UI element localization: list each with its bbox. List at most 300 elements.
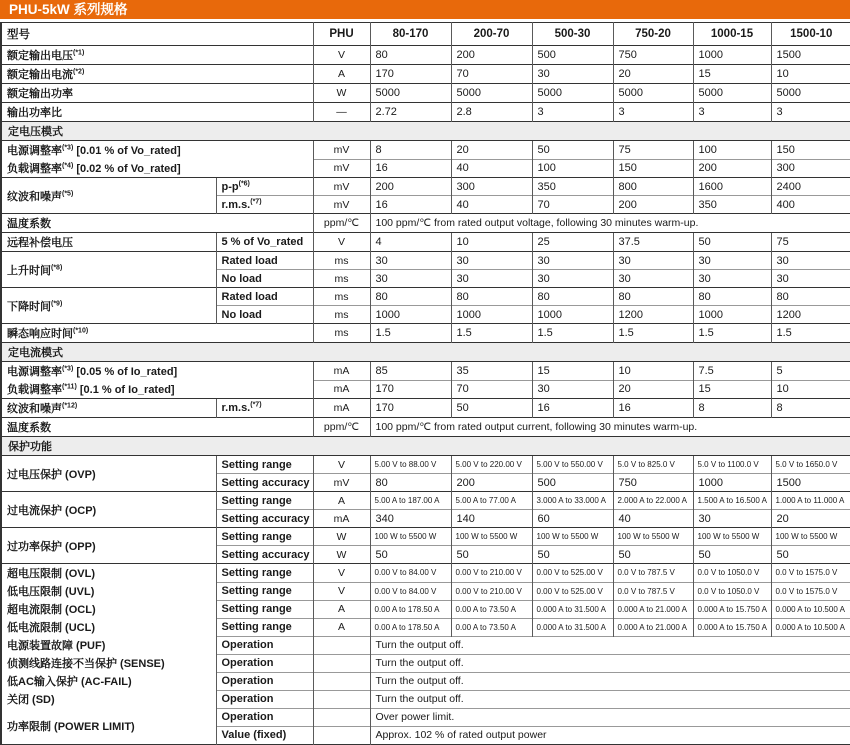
spec-value: 5000 (613, 84, 693, 103)
spec-value: 2400 (771, 178, 850, 196)
spec-value: 0.000 A to 31.500 A (532, 618, 613, 636)
spec-unit: ppm/℃ (313, 214, 370, 233)
spec-value: 8 (771, 399, 850, 418)
spec-unit (313, 672, 370, 690)
spec-label: 温度系数 (1, 214, 313, 233)
spec-value: 40 (451, 196, 532, 214)
spec-sublabel: Setting range (216, 618, 313, 636)
spec-row (1, 492, 850, 510)
spec-value: 100 W to 5500 W (613, 528, 693, 546)
spec-value: 30 (693, 270, 771, 288)
spec-value: 30 (613, 252, 693, 270)
spec-unit: ms (313, 324, 370, 343)
spec-sublabel: Rated load (216, 252, 313, 270)
spec-unit: W (313, 546, 370, 564)
spec-sublabel: No load (216, 270, 313, 288)
spec-value: 20 (451, 141, 532, 160)
spec-value: 0.0 V to 787.5 V (613, 582, 693, 600)
spec-unit: A (313, 492, 370, 510)
spec-span-value: Turn the output off. (370, 654, 850, 672)
spec-label: 温度系数 (1, 418, 313, 437)
spec-row (1, 636, 850, 654)
spec-value: 2.72 (370, 103, 451, 122)
spec-value: 4 (370, 233, 451, 252)
spec-value: 37.5 (613, 233, 693, 252)
spec-value: 80 (532, 288, 613, 306)
spec-row (1, 456, 850, 474)
spec-value: 200 (693, 159, 771, 178)
spec-row (1, 141, 850, 160)
spec-value: 70 (451, 380, 532, 399)
spec-sublabel: Setting range (216, 600, 313, 618)
spec-label: 额定输出功率 (1, 84, 313, 103)
spec-value: 5000 (451, 84, 532, 103)
spec-value: 50 (451, 546, 532, 564)
spec-value: 1.5 (532, 324, 613, 343)
spec-label: 侦测线路连接不当保护 (SENSE) (7, 658, 165, 670)
spec-row (1, 233, 850, 252)
spec-label: 下降时间$^{(*9)}$ (1, 288, 216, 324)
spec-unit: W (313, 84, 370, 103)
spec-value: 30 (370, 270, 451, 288)
section-header: 保护功能 (1, 437, 850, 456)
spec-value: 3 (532, 103, 613, 122)
spec-value: 5.00 V to 220.00 V (451, 456, 532, 474)
spec-unit: ms (313, 270, 370, 288)
spec-value: 3 (613, 103, 693, 122)
spec-unit (313, 690, 370, 708)
spec-row (1, 380, 850, 399)
section-row (1, 437, 850, 456)
spec-value: 100 W to 5500 W (693, 528, 771, 546)
spec-sublabel: r.m.s.$^{(*7)}$ (216, 196, 313, 214)
spec-value: 100 (693, 141, 771, 160)
spec-row (1, 582, 850, 600)
spec-value: 5000 (771, 84, 850, 103)
spec-value: 5000 (370, 84, 451, 103)
spec-value: 1.5 (370, 324, 451, 343)
spec-value: 1.500 A to 16.500 A (693, 492, 771, 510)
spec-value: 3.000 A to 33.000 A (532, 492, 613, 510)
spec-sublabel: Operation (216, 636, 313, 654)
spec-unit: A (313, 618, 370, 636)
spec-value: 0.0 V to 1050.0 V (693, 582, 771, 600)
spec-unit: V (313, 233, 370, 252)
spec-value: 350 (532, 178, 613, 196)
spec-unit: mV (313, 474, 370, 492)
spec-sublabel: Operation (216, 690, 313, 708)
spec-label: 瞬态响应时间$^{(*10)}$ (1, 324, 313, 343)
spec-value: 30 (613, 270, 693, 288)
spec-value: 0.0 V to 787.5 V (613, 564, 693, 583)
spec-row (1, 178, 850, 196)
spec-value: 7.5 (693, 362, 771, 381)
spec-value: 2.8 (451, 103, 532, 122)
spec-value: 30 (693, 510, 771, 528)
spec-value: 750 (613, 46, 693, 65)
spec-label: 负载调整率$^{(*4)}$ [0.02 % of Vo_rated] (7, 162, 181, 175)
spec-sublabel: p-p$^{(*6)}$ (216, 178, 313, 196)
spec-value: 140 (451, 510, 532, 528)
spec-label: 额定输出电流$^{(*2)}$ (1, 65, 313, 84)
spec-value: 50 (613, 546, 693, 564)
spec-value: 100 W to 5500 W (532, 528, 613, 546)
spec-value: 70 (532, 196, 613, 214)
spec-value: 0.00 V to 210.00 V (451, 564, 532, 583)
section-row (1, 122, 850, 141)
spec-label: 关闭 (SD) (7, 694, 55, 706)
spec-row (1, 214, 850, 233)
spec-value: 100 (532, 159, 613, 178)
spec-sublabel: Setting range (216, 564, 313, 583)
spec-value: 5 (771, 362, 850, 381)
spec-label: 超电流限制 (OCL) (7, 604, 96, 616)
spec-value: 80 (370, 474, 451, 492)
spec-value: 50 (693, 546, 771, 564)
spec-unit (313, 726, 370, 744)
spec-value: 0.0 V to 1575.0 V (771, 564, 850, 583)
spec-value: 300 (451, 178, 532, 196)
spec-value: 80 (693, 288, 771, 306)
model-header-1500-10: 1500-10 (771, 23, 850, 46)
spec-label: 额定输出电压$^{(*1)}$ (1, 46, 313, 65)
spec-value: 50 (370, 546, 451, 564)
spec-value: 0.00 A to 73.50 A (451, 618, 532, 636)
spec-value: 30 (451, 252, 532, 270)
spec-value: 1000 (693, 306, 771, 324)
spec-unit (313, 636, 370, 654)
spec-value: 1.000 A to 11.000 A (771, 492, 850, 510)
spec-value: 0.0 V to 1050.0 V (693, 564, 771, 583)
spec-value: 5000 (693, 84, 771, 103)
model-header-500-30: 500-30 (532, 23, 613, 46)
spec-value: 1000 (370, 306, 451, 324)
spec-sublabel: 5 % of Vo_rated (216, 233, 313, 252)
spec-label: 电源调整率$^{(*3)}$ [0.01 % of Vo_rated] (1, 141, 313, 160)
spec-unit: V (313, 456, 370, 474)
model-header-200-70: 200-70 (451, 23, 532, 46)
spec-value: 40 (451, 159, 532, 178)
spec-value: 0.0 V to 1575.0 V (771, 582, 850, 600)
spec-value: 30 (532, 270, 613, 288)
spec-value: 50 (532, 141, 613, 160)
spec-value: 16 (370, 196, 451, 214)
spec-value: 10 (771, 65, 850, 84)
spec-sublabel: Setting accuracy (216, 510, 313, 528)
spec-row (1, 399, 850, 418)
spec-value: 15 (693, 380, 771, 399)
spec-value: 75 (613, 141, 693, 160)
spec-value: 800 (613, 178, 693, 196)
spec-value: 16 (532, 399, 613, 418)
spec-value: 0.00 A to 73.50 A (451, 600, 532, 618)
spec-row (1, 288, 850, 306)
spec-row (1, 654, 850, 672)
spec-value: 85 (370, 362, 451, 381)
spec-value: 150 (771, 141, 850, 160)
spec-value: 1200 (771, 306, 850, 324)
spec-value: 1.5 (451, 324, 532, 343)
spec-unit: mA (313, 362, 370, 381)
spec-value: 0.00 V to 525.00 V (532, 564, 613, 583)
spec-value: 1200 (613, 306, 693, 324)
spec-sublabel: Operation (216, 672, 313, 690)
spec-value: 70 (451, 65, 532, 84)
spec-row (1, 252, 850, 270)
model-column-title: 型号 (7, 29, 30, 41)
spec-sublabel: Value (fixed) (216, 726, 313, 744)
spec-label: 低电流限制 (UCL) (7, 622, 95, 634)
spec-sublabel: Setting range (216, 582, 313, 600)
spec-value: 3 (771, 103, 850, 122)
spec-label: 低电压限制 (UVL) (7, 586, 95, 598)
spec-value: 50 (532, 546, 613, 564)
spec-value: 20 (771, 510, 850, 528)
spec-unit: mV (313, 196, 370, 214)
spec-value: 0.000 A to 31.500 A (532, 600, 613, 618)
spec-unit: ms (313, 288, 370, 306)
spec-value: 340 (370, 510, 451, 528)
spec-value: 500 (532, 474, 613, 492)
spec-label: 过功率保护 (OPP) (1, 528, 216, 564)
spec-sublabel: Setting range (216, 492, 313, 510)
spec-span-value: Approx. 102 % of rated output power (370, 726, 850, 744)
section-header: 定电压模式 (1, 122, 850, 141)
spec-value: 350 (693, 196, 771, 214)
spec-label: 低AC输入保护 (AC-FAIL) (7, 676, 132, 688)
spec-row (1, 103, 850, 122)
spec-sublabel: Operation (216, 708, 313, 726)
spec-span-value: Turn the output off. (370, 690, 850, 708)
spec-table (0, 22, 850, 745)
spec-sublabel: Setting range (216, 528, 313, 546)
spec-unit: mV (313, 178, 370, 196)
spec-value: 40 (613, 510, 693, 528)
spec-row (1, 418, 850, 437)
spec-value: 80 (370, 46, 451, 65)
spec-value: 5.00 A to 77.00 A (451, 492, 532, 510)
spec-table-body (1, 46, 850, 745)
spec-value: 0.000 A to 21.000 A (613, 618, 693, 636)
section-row (1, 343, 850, 362)
spec-value: 0.000 A to 10.500 A (771, 600, 850, 618)
spec-row (1, 564, 850, 583)
spec-unit: ppm/℃ (313, 418, 370, 437)
spec-row (1, 159, 850, 178)
spec-value: 20 (613, 65, 693, 84)
spec-value: 0.00 V to 525.00 V (532, 582, 613, 600)
spec-value: 1500 (771, 46, 850, 65)
spec-value: 10 (451, 233, 532, 252)
spec-value: 0.00 A to 178.50 A (370, 600, 451, 618)
model-header-80-170: 80-170 (370, 23, 451, 46)
spec-value: 0.000 A to 15.750 A (693, 618, 771, 636)
spec-unit (313, 654, 370, 672)
page-title: PHU-5kW 系列规格 (0, 0, 850, 19)
spec-value: 5.0 V to 1650.0 V (771, 456, 850, 474)
spec-value: 1000 (693, 46, 771, 65)
spec-label: 超电压限制 (OVL) (1, 564, 216, 583)
spec-value: 20 (613, 380, 693, 399)
spec-value: 30 (532, 65, 613, 84)
spec-value: 5.00 V to 550.00 V (532, 456, 613, 474)
spec-value: 200 (613, 196, 693, 214)
spec-value: 15 (532, 362, 613, 381)
spec-value: 25 (532, 233, 613, 252)
spec-value: 30 (771, 270, 850, 288)
spec-label: 过电压保护 (OVP) (1, 456, 216, 492)
spec-label: 输出功率比 (1, 103, 313, 122)
spec-unit: — (313, 103, 370, 122)
spec-row (1, 618, 850, 636)
spec-unit: mA (313, 380, 370, 399)
spec-value: 1.5 (613, 324, 693, 343)
spec-value: 1600 (693, 178, 771, 196)
spec-value: 50 (771, 546, 850, 564)
spec-label: 电源装置故障 (PUF) (7, 640, 106, 652)
spec-label: 功率限制 (POWER LIMIT) (7, 720, 135, 733)
spec-value: 5.0 V to 1100.0 V (693, 456, 771, 474)
spec-label: 纹波和噪声$^{(*5)}$ (1, 178, 216, 214)
spec-value: 200 (451, 474, 532, 492)
spec-row (1, 690, 850, 708)
spec-row (1, 84, 850, 103)
spec-unit: V (313, 46, 370, 65)
spec-span-value: 100 ppm/℃ from rated output voltage, following 30 minutes warm-up. (370, 214, 850, 233)
spec-span-value: Over power limit. (370, 708, 850, 726)
spec-value: 5000 (532, 84, 613, 103)
spec-value: 5.0 V to 825.0 V (613, 456, 693, 474)
spec-label: 负载调整率$^{(*11)}$ [0.1 % of Io_rated] (7, 383, 175, 396)
spec-value: 16 (613, 399, 693, 418)
spec-value: 80 (370, 288, 451, 306)
spec-unit (313, 708, 370, 726)
spec-row (1, 362, 850, 381)
spec-unit: A (313, 65, 370, 84)
spec-value: 50 (693, 233, 771, 252)
spec-value: 500 (532, 46, 613, 65)
spec-sublabel: Setting range (216, 456, 313, 474)
spec-span-value: Turn the output off. (370, 636, 850, 654)
spec-value: 200 (370, 178, 451, 196)
spec-value: 400 (771, 196, 850, 214)
spec-value: 170 (370, 380, 451, 399)
spec-unit: mA (313, 510, 370, 528)
spec-value: 60 (532, 510, 613, 528)
spec-value: 80 (613, 288, 693, 306)
spec-value: 30 (532, 252, 613, 270)
spec-value: 200 (451, 46, 532, 65)
spec-value: 750 (613, 474, 693, 492)
spec-value: 100 W to 5500 W (451, 528, 532, 546)
spec-row (1, 324, 850, 343)
spec-value: 10 (771, 380, 850, 399)
model-header-750-20: 750-20 (613, 23, 693, 46)
spec-value: 170 (370, 65, 451, 84)
spec-label: 远程补偿电压 (1, 233, 216, 252)
spec-sublabel: Operation (216, 654, 313, 672)
spec-unit: W (313, 528, 370, 546)
spec-value: 2.000 A to 22.000 A (613, 492, 693, 510)
spec-value: 0.000 A to 10.500 A (771, 618, 850, 636)
spec-value: 30 (532, 380, 613, 399)
spec-value: 0.00 V to 84.00 V (370, 582, 451, 600)
spec-value: 150 (613, 159, 693, 178)
spec-value: 170 (370, 399, 451, 418)
spec-sublabel: Setting accuracy (216, 546, 313, 564)
spec-value: 100 W to 5500 W (771, 528, 850, 546)
spec-value: 30 (771, 252, 850, 270)
model-header-row (1, 23, 850, 46)
spec-sublabel: Rated load (216, 288, 313, 306)
spec-row (1, 600, 850, 618)
spec-value: 0.000 A to 15.750 A (693, 600, 771, 618)
spec-label: 过电流保护 (OCP) (1, 492, 216, 528)
spec-row (1, 528, 850, 546)
spec-row (1, 672, 850, 690)
spec-row (1, 708, 850, 726)
spec-value: 0.000 A to 21.000 A (613, 600, 693, 618)
phu-series-label: PHU (313, 23, 370, 46)
spec-value: 8 (693, 399, 771, 418)
spec-label: 上升时间$^{(*8)}$ (1, 252, 216, 288)
spec-unit: V (313, 564, 370, 583)
spec-value: 0.00 V to 210.00 V (451, 582, 532, 600)
spec-unit: A (313, 600, 370, 618)
spec-value: 50 (451, 399, 532, 418)
spec-span-value: 100 ppm/℃ from rated output current, following 30 minutes warm-up. (370, 418, 850, 437)
spec-value: 10 (613, 362, 693, 381)
spec-value: 300 (771, 159, 850, 178)
spec-value: 0.00 A to 178.50 A (370, 618, 451, 636)
spec-unit: ms (313, 306, 370, 324)
spec-value: 80 (451, 288, 532, 306)
spec-value: 5.00 V to 88.00 V (370, 456, 451, 474)
model-header-1000-15: 1000-15 (693, 23, 771, 46)
spec-span-value: Turn the output off. (370, 672, 850, 690)
spec-unit: mA (313, 399, 370, 418)
spec-value: 75 (771, 233, 850, 252)
spec-unit: mV (313, 141, 370, 160)
spec-label: 电源调整率$^{(*3)}$ [0.05 % of Io_rated] (1, 362, 313, 381)
spec-value: 80 (771, 288, 850, 306)
spec-value: 1000 (451, 306, 532, 324)
spec-value: 30 (451, 270, 532, 288)
spec-value: 1000 (532, 306, 613, 324)
spec-value: 1500 (771, 474, 850, 492)
section-header: 定电流模式 (1, 343, 850, 362)
spec-row (1, 46, 850, 65)
spec-value: 1.5 (693, 324, 771, 343)
spec-value: 30 (370, 252, 451, 270)
spec-value: 1000 (693, 474, 771, 492)
spec-sublabel: r.m.s.$^{(*7)}$ (216, 399, 313, 418)
spec-value: 16 (370, 159, 451, 178)
spec-unit: ms (313, 252, 370, 270)
spec-value: 30 (693, 252, 771, 270)
spec-value: 5.00 A to 187.00 A (370, 492, 451, 510)
spec-sublabel: Setting accuracy (216, 474, 313, 492)
spec-value: 3 (693, 103, 771, 122)
spec-value: 15 (693, 65, 771, 84)
spec-unit: mV (313, 159, 370, 178)
spec-row (1, 65, 850, 84)
spec-value: 35 (451, 362, 532, 381)
spec-label: 纹波和噪声$^{(*12)}$ (1, 399, 216, 418)
spec-value: 0.00 V to 84.00 V (370, 564, 451, 583)
spec-value: 100 W to 5500 W (370, 528, 451, 546)
spec-sublabel: No load (216, 306, 313, 324)
